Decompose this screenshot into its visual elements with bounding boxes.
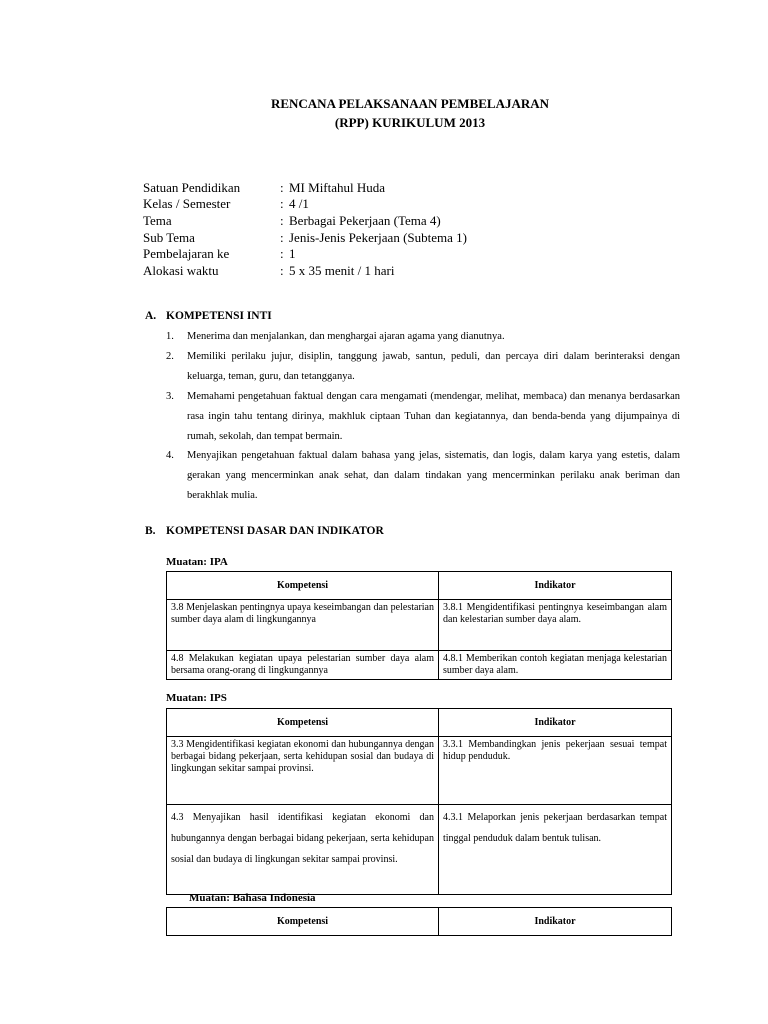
ki-number: 3. <box>166 391 174 402</box>
ki-number: 1. <box>166 331 174 342</box>
document-page: RENCANA PELAKSANAAN PEMBELAJARAN (RPP) KURIKULUM 2013 Satuan Pendidikan : MI Miftahul Huda Kelas / Semester : 4 /1 Tema : Berbagai Pekerjaan (Tema 4) Sub Tema : Jenis-Jenis Pekerjaan (Subtema 1) Pembelajaran ke : 1 Alokasi waktu : 5 x 35 menit / 1 hari A. KOMPETENSI INTI 1. Menerima dan menjalankan, dan menghargai ajaran agama yang dianutnya. 2. Memiliki perilaku jujur, disiplin, tanggung jawab, santun, peduli, dan percaya diri dalam berinteraksi dengan keluarga, teman, guru, dan tetangganya. 3. Memahami pengetahuan faktual dengan cara mengamati (mendengar, melihat, membaca) dan menanya berdasarkan rasa ingin tahu tentang dirinya, makhluk ciptaan Tuhan dan kegiatannya, dan benda-benda yang dijumpainya di rumah, sekolah, dan tempat bermain. 4. Menyajikan pengetahuan faktual dalam bahasa yang jelas, sistematis, dan logis, dalam karya yang estetis, dalam gerakan yang mencerminkan anak sehat, dan dalam tindakan yang mencerminkan perilaku anak beriman dan berakhlak mulia. B. KOMPETENSI DASAR DAN INDIKATOR Muatan: IPA Kompetensi Indikator 3.8 Menjelaskan pentingnya upaya keseimbangan dan pelestarian sumber daya alam di lingkungannya 3.8.1 Mengidentifikasi pentingnya keseimbangan alam dan kelestarian sumber daya alam. 4.8 Melakukan kegiatan upaya pelestarian sumber daya alam bersama orang-orang di lingkungannya 4.8.1 Memberikan contoh kegiatan menjaga kelestarian sumber daya alam. Muatan: IPS Kompetensi Indikator 3.3 Mengidentifikasi kegiatan ekonomi dan hubungannya dengan berbagai bidang pekerjaan, serta kehidupan sosial dan budaya di lingkungan sekitar sampai provinsi. 3.3.1 Membandingkan jenis pekerjaan sesuai tempat hidup penduduk. 4.3 Menyajikan hasil identifikasi kegiatan ekonomi dan hubungannya dengan berbagai bidang pekerjaan, serta kehidupan sosial dan budaya di lingkungan sekitar sampai provinsi. 4.3.1 Melaporkan jenis pekerjaan berdasarkan tempat tinggal penduduk dalam bentuk tulisan. Muatan: Bahasa Indonesia Kompetensi Indikator <box>0 0 768 1024</box>
ki-item: Menerima dan menjalankan, dan menghargai ajaran agama yang dianutnya. <box>187 331 505 342</box>
table-row <box>167 600 672 651</box>
ki-item: Memahami pengetahuan faktual dengan cara mengamati (mendengar, melihat, membaca) dan menanya berdasarkan rasa ingin tahu tentang dirinya, makhluk ciptaan Tuhan dan kegiatannya, dan benda-benda yang dijumpainya di rumah, sekolah, dan tempat bermain. <box>187 391 680 442</box>
document-title-line2: (RPP) KURIKULUM 2013 <box>334 115 486 130</box>
indikator-cell: 4.3.1 Melaporkan jenis pekerjaan berdasarkan tempat tinggal penduduk dalam bentuk tulisan. <box>439 805 672 895</box>
header-indikator: Indikator <box>439 908 672 936</box>
header-kompetensi: Kompetensi <box>167 709 439 737</box>
ipa-table <box>166 571 672 680</box>
indikator-cell: 3.8.1 Mengidentifikasi pentingnya keseimbangan alam dan kelestarian sumber daya alam. <box>439 600 672 651</box>
header-kompetensi: Kompetensi <box>167 908 439 936</box>
ki-item: Menyajikan pengetahuan faktual dalam bahasa yang jelas, sistematis, dan logis, dalam karya yang estetis, dalam gerakan yang mencerminkan anak sehat, dan dalam tindakan yang mencerminkan perilaku anak beriman dan berakhlak mulia. <box>187 450 680 501</box>
ki-item: Memiliki perilaku jujur, disiplin, tanggung jawab, santun, peduli, dan percaya diri dalam berinteraksi dengan keluarga, teman, guru, dan tetangganya. <box>187 351 680 382</box>
muatan-bahasa-label: Muatan: Bahasa Indonesia <box>189 892 316 904</box>
table-row <box>167 651 672 680</box>
bahasa-table <box>166 907 672 936</box>
ips-table <box>166 708 672 895</box>
kompetensi-cell: 3.3 Mengidentifikasi kegiatan ekonomi dan hubungannya dengan berbagai bidang pekerjaan, serta kehidupan sosial dan budaya di lingkungan sekitar sampai provinsi. <box>167 737 439 805</box>
document-title-line1: RENCANA PELAKSANAAN PEMBELAJARAN <box>270 96 550 111</box>
ki-number: 4. <box>166 450 174 461</box>
indikator-cell: 3.3.1 Membandingkan jenis pekerjaan sesuai tempat hidup penduduk. <box>439 737 672 805</box>
table-row <box>167 805 672 895</box>
kompetensi-cell: 4.3 Menyajikan hasil identifikasi kegiatan ekonomi dan hubungannya dengan berbagai bidang pekerjaan, serta kehidupan sosial dan budaya di lingkungan sekitar sampai provinsi. <box>167 805 439 895</box>
table-header-row <box>167 572 672 600</box>
muatan-ipa-label: Muatan: IPA <box>166 556 228 568</box>
header-indikator: Indikator <box>439 572 672 600</box>
header-indikator: Indikator <box>439 709 672 737</box>
table-header-row <box>167 908 672 936</box>
kompetensi-cell: 4.8 Melakukan kegiatan upaya pelestarian sumber daya alam bersama orang-orang di lingkungannya <box>167 651 439 680</box>
table-row <box>167 737 672 805</box>
indikator-cell: 4.8.1 Memberikan contoh kegiatan menjaga kelestarian sumber daya alam. <box>439 651 672 680</box>
muatan-ips-label: Muatan: IPS <box>166 692 227 704</box>
table-header-row <box>167 709 672 737</box>
header-kompetensi: Kompetensi <box>167 572 439 600</box>
ki-number: 2. <box>166 351 174 362</box>
kompetensi-cell: 3.8 Menjelaskan pentingnya upaya keseimbangan dan pelestarian sumber daya alam di lingkungannya <box>167 600 439 651</box>
